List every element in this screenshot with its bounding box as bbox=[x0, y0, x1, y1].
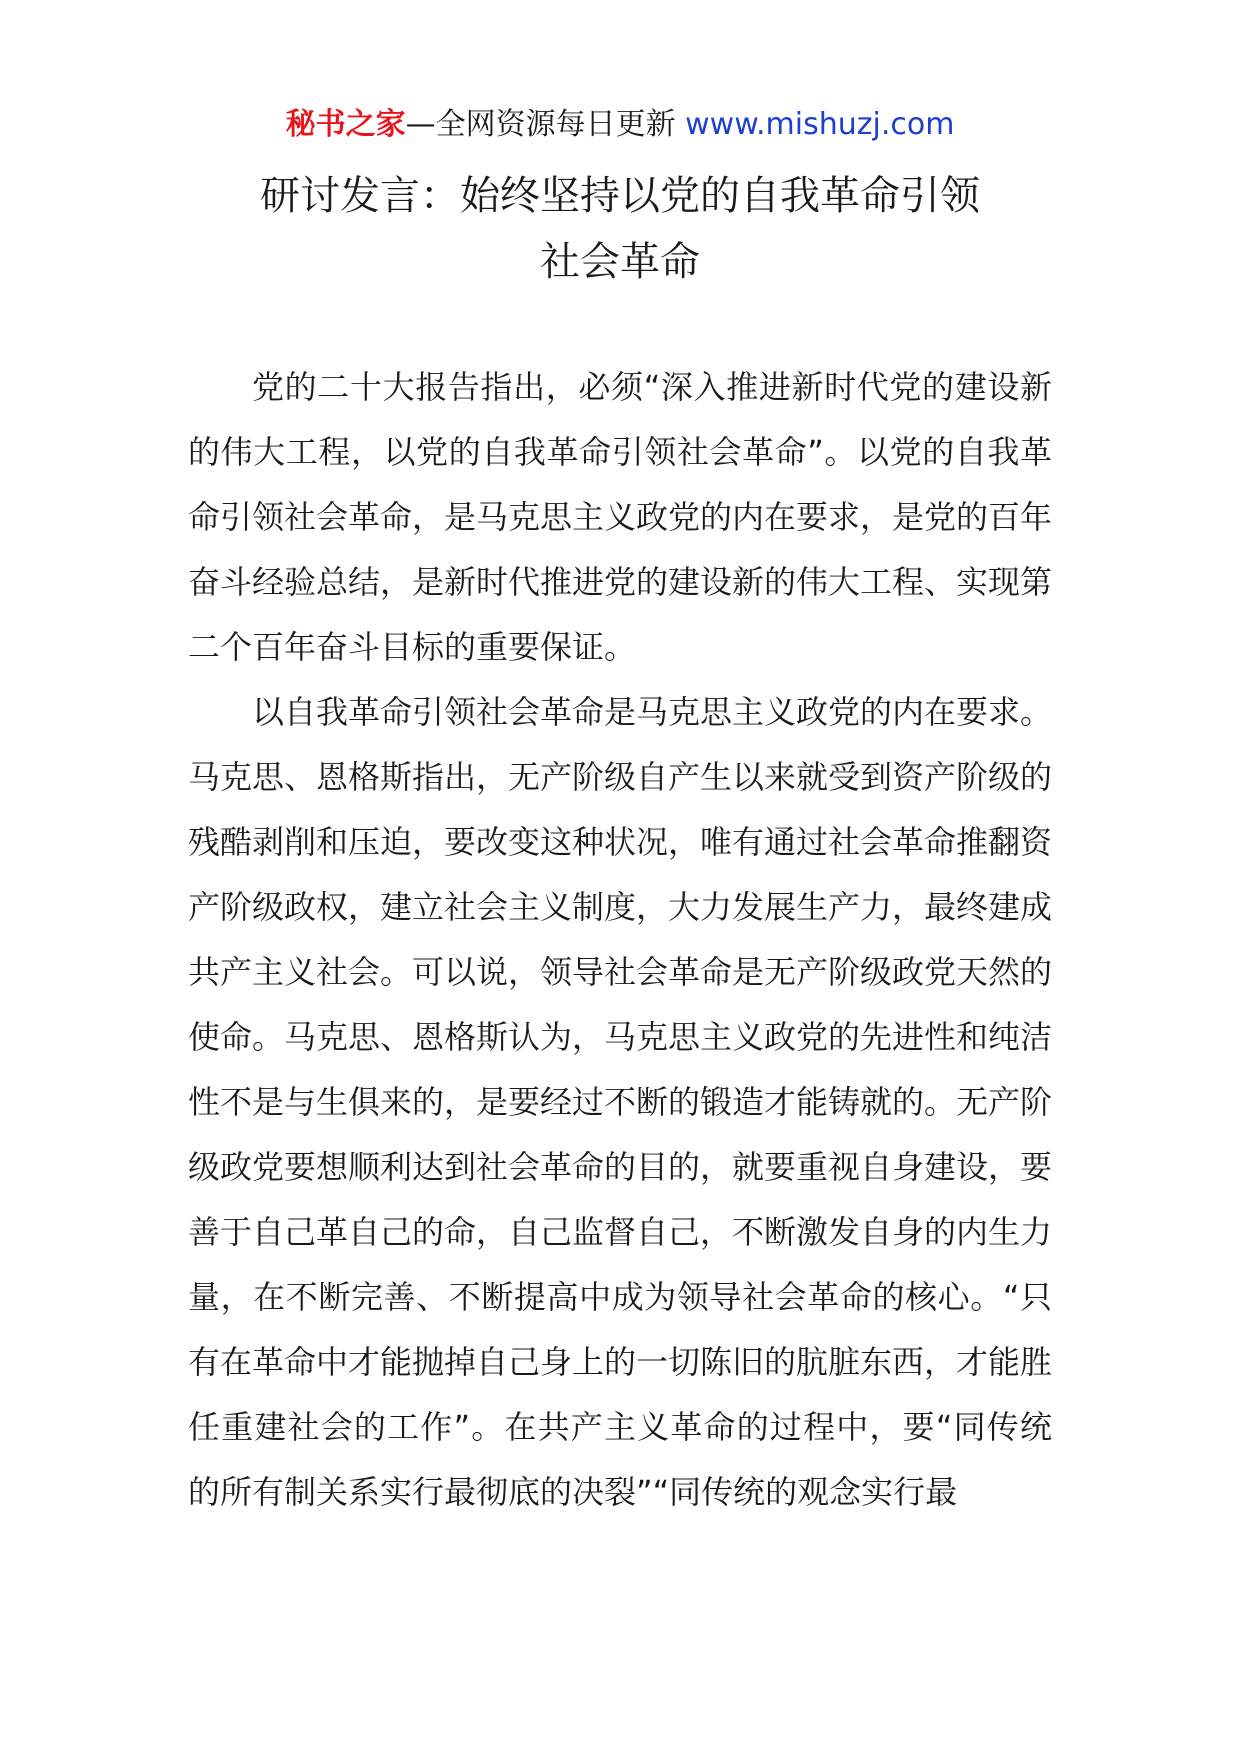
site-url-link[interactable]: www.mishuzj.com bbox=[685, 107, 955, 142]
document-body bbox=[188, 355, 1052, 1525]
document-title bbox=[0, 163, 1240, 295]
site-slogan: —全网资源每日更新 bbox=[405, 107, 676, 142]
document-title-line-2: 社会革命 bbox=[540, 239, 700, 285]
site-header bbox=[0, 100, 1240, 150]
paragraph: 以自我革命引领社会革命是马克思主义政党的内在要求。马克思、恩格斯指出，无产阶级自产生以来就受到资产阶级的残酷剥削和压迫，要改变这种状况，唯有通过社会革命推翻资产阶级政权，建立社会主义制度，大力发展生产力，最终建成共产主义社会。可以说，领导社会革命是无产阶级政党天然的使命。马克思、恩格斯认为，马克思主义政党的先进性和纯洁性不是与生俱来的，是要经过不断的锻造才能铸就的。无产阶级政党要想顺利达到社会革命的目的，就要重视自身建设，要善于自己革自己的命，自己监督自己，不断激发自身的内生力量，在不断完善、不断提高中成为领导社会革命的核心。“只有在革命中才能抛掉自己身上的一切陈旧的肮脏东西，才能胜任重建社会的工作”。在共产主义革命的过程中，要“同传统的所有制关系实行最彻底的决裂”“同传统的观念实行最 bbox=[188, 693, 1053, 1511]
document-title-line-1: 研讨发言：始终坚持以党的自我革命引领 bbox=[260, 173, 980, 219]
paragraph: 党的二十大报告指出，必须“深入推进新时代党的建设新的伟大工程，以党的自我革命引领社会革命”。以党的自我革命引领社会革命，是马克思主义政党的内在要求，是党的百年奋斗经验总结，是新时代推进党的建设新的伟大工程、实现第二个百年奋斗目标的重要保证。 bbox=[188, 368, 1053, 666]
site-brand: 秘书之家 bbox=[285, 107, 406, 142]
